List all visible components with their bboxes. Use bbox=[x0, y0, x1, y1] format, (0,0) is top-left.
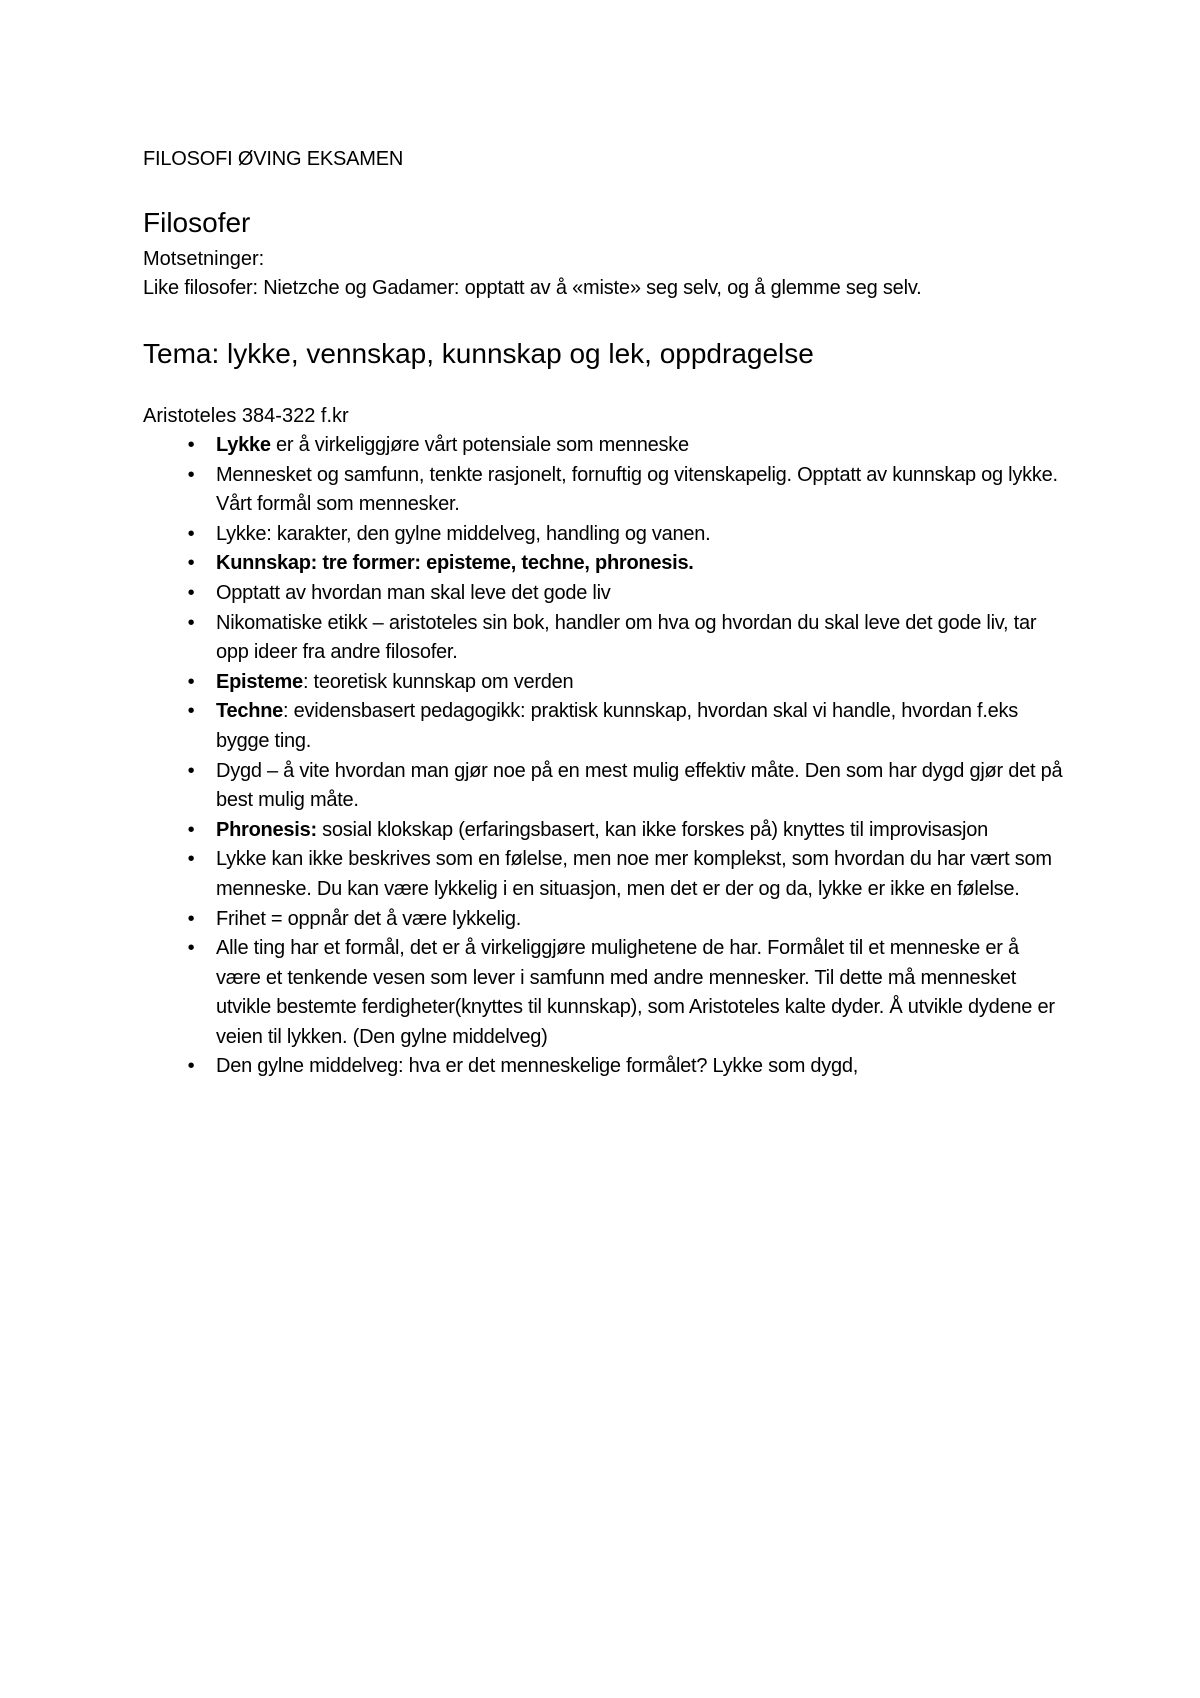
bullet-text: Mennesket og samfunn, tenkte rasjonelt, fornuftig og vitenskapelig. Opptatt av kunnskap og lykke. Vårt formål som mennesker. bbox=[216, 463, 1058, 516]
bullet-text: Frihet = oppnår det å være lykkelig. bbox=[216, 907, 522, 930]
bullet-icon: • bbox=[187, 700, 195, 723]
bullet-icon: • bbox=[187, 581, 195, 604]
bullet-item bbox=[183, 905, 1063, 935]
bullet-item bbox=[183, 697, 1063, 756]
bullet-text: er å virkeliggjøre vårt potensiale som menneske bbox=[270, 434, 689, 456]
bullet-icon: • bbox=[187, 907, 195, 930]
bullet-text: Lykke: karakter, den gylne middelveg, handling og vanen. bbox=[216, 522, 711, 545]
bullet-text: Nikomatiske etikk – aristoteles sin bok, handler om hva og hvordan du skal leve det gode liv, tar opp ideer fra andre filosofer. bbox=[216, 611, 1037, 664]
bullet-item bbox=[183, 934, 1063, 1052]
bullet-text: Den gylne middelveg: hva er det menneskelige formålet? Lykke som dygd, bbox=[216, 1055, 859, 1078]
heading-tema: Tema: lykke, vennskap, kunnskap og lek, oppdragelse bbox=[143, 338, 814, 369]
bullet-text: Opptatt av hvordan man skal leve det gode liv bbox=[216, 581, 611, 604]
bullet-item bbox=[183, 549, 1063, 579]
bullet-item bbox=[183, 579, 1063, 609]
bullet-icon: • bbox=[187, 818, 195, 841]
bullet-icon: • bbox=[187, 1055, 195, 1078]
bullet-bold-text: Techne bbox=[216, 700, 284, 723]
bullet-icon: • bbox=[187, 552, 195, 575]
motsetninger-label: Motsetninger: bbox=[143, 248, 265, 270]
bullet-item bbox=[183, 520, 1063, 550]
bullet-icon: • bbox=[187, 670, 195, 693]
document-title: FILOSOFI ØVING EKSAMEN bbox=[143, 148, 404, 170]
bullet-item bbox=[183, 668, 1063, 698]
bullet-item bbox=[183, 1052, 1063, 1082]
bullet-text: : evidensbasert pedagogikk: praktisk kunnskap, hvordan skal vi handle, hvordan f.eks bygge ting. bbox=[216, 700, 1019, 752]
bullet-icon: • bbox=[187, 463, 195, 486]
bullet-item bbox=[183, 816, 1063, 846]
bullet-bold-text: Lykke bbox=[216, 434, 271, 456]
bullet-icon: • bbox=[187, 937, 195, 960]
bullet-text: Dygd – å vite hvordan man gjør noe på en mest mulig effektiv måte. Den som har dygd gjør det på best mulig måte. bbox=[216, 759, 1063, 812]
aristoteles-subheading: Aristoteles 384-322 f.kr bbox=[143, 405, 349, 427]
bullet-list bbox=[183, 431, 1063, 1082]
bullet-text: Alle ting har et formål, det er å virkeliggjøre mulighetene de har. Formålet til et menneske er å være et tenkende vesen som lever i samfunn med andre mennesker. Til dette må mennesket utvikle bestemte ferdigheter(knyttes til kunnskap), som Aristoteles kalte dyder. Å utvikle dydene er veien til lykken. (Den gylne middelveg) bbox=[216, 937, 1055, 1048]
bullet-item bbox=[183, 431, 1063, 461]
bullet-item bbox=[183, 609, 1063, 668]
like-filosofer-text: Like filosofer: Nietzche og Gadamer: opptatt av å «miste» seg selv, og å glemme seg selv. bbox=[143, 277, 922, 299]
bullet-text: Lykke kan ikke beskrives som en følelse, men noe mer komplekst, som hvordan du har vært som menneske. Du kan være lykkelig i en situasjon, men det er der og da, lykke er ikke en følelse. bbox=[216, 848, 1052, 900]
bullet-item bbox=[183, 757, 1063, 816]
bullet-icon: • bbox=[187, 848, 195, 871]
bullet-icon: • bbox=[187, 611, 195, 634]
bullet-item bbox=[183, 461, 1063, 520]
bullet-icon: • bbox=[187, 759, 195, 782]
bullet-text: : teoretisk kunnskap om verden bbox=[302, 670, 574, 693]
bullet-item bbox=[183, 845, 1063, 904]
bullet-bold-text: Kunnskap: tre former: episteme, techne, phronesis. bbox=[216, 552, 694, 575]
bullet-text: sosial klokskap (erfaringsbasert, kan ikke forskes på) knyttes til improvisasjon bbox=[316, 818, 988, 841]
bullet-bold-text: Episteme bbox=[216, 670, 303, 693]
heading-filosofer: Filosofer bbox=[143, 207, 251, 238]
bullet-icon: • bbox=[187, 522, 195, 545]
bullet-bold-text: Phronesis: bbox=[216, 818, 317, 841]
bullet-icon: • bbox=[187, 434, 195, 456]
